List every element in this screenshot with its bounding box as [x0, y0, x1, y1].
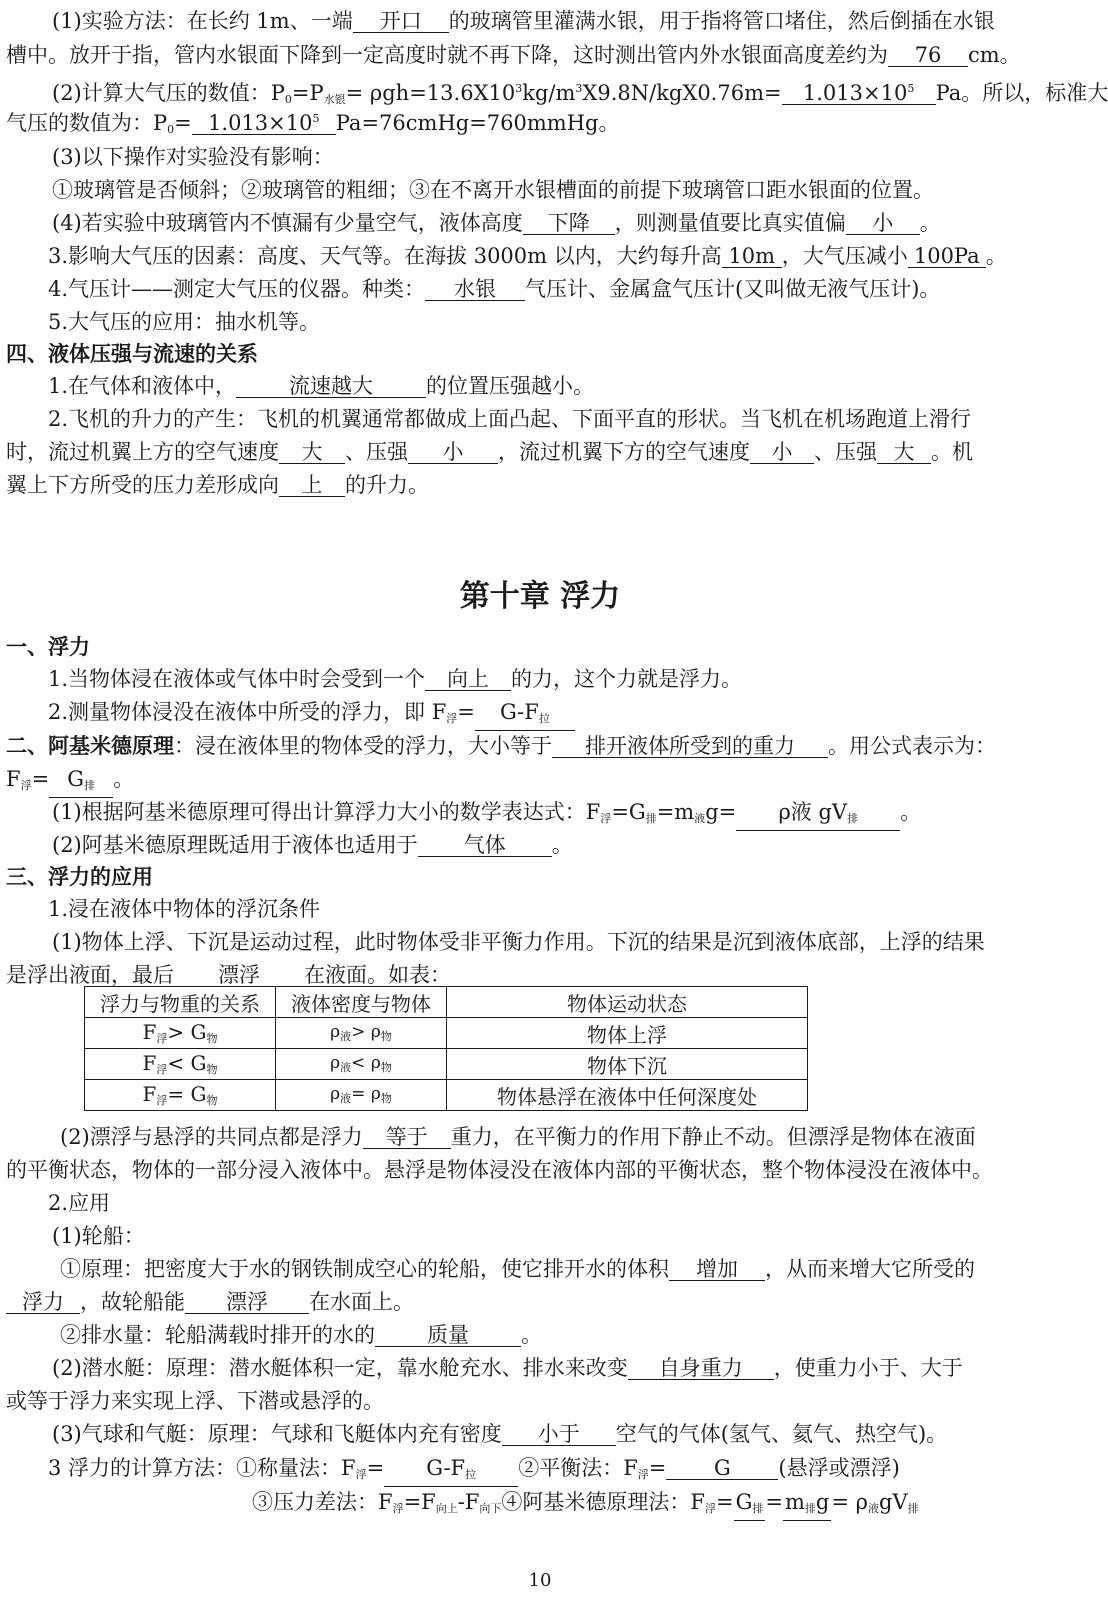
- table-cell: $F_浮> G_物$: [85, 1018, 276, 1049]
- blank-answer: 增加: [669, 1258, 765, 1281]
- table-header-row: [85, 987, 808, 1018]
- blank-answer: $m_排g$: [783, 1491, 831, 1521]
- blank-answer: 浮力: [6, 1291, 80, 1314]
- exp-line-3: (2)计算大气压的数值：$P_0=P_{水银}= \rho gh=13.6X10^3kg/m^3X9.8N/kgX0.76m= 1.013\times 10^5$ Pa。所以，标准大: [52, 72, 1068, 106]
- app-line-9: 或等于浮力来实现上浮、下潜或悬浮的。: [6, 1389, 384, 1413]
- blank-answer: 10m: [722, 245, 782, 268]
- blank-answer: 漂浮: [185, 1291, 309, 1314]
- section-heading: 四、液体压强与流速的关系: [6, 342, 258, 366]
- exp-line-7: (4)若实验中玻璃管内不慎漏有少量空气，液体高度 下降 ，则测量值要比真实值偏 小 。: [52, 211, 941, 235]
- blank-answer: 自身重力: [628, 1357, 774, 1380]
- blank-answer: 气体: [418, 834, 552, 857]
- table-cell: 物体上浮: [447, 1018, 808, 1049]
- blank-answer: 100Pa: [908, 245, 986, 268]
- exp-line-2: 槽中。放开于指，管内水银面下降到一定高度时就不再下降，这时测出管内外水银面高度差约为 76 cm。: [6, 43, 1021, 67]
- app-line-4: (1)轮船：: [52, 1224, 145, 1248]
- blank-answer: 76: [888, 44, 968, 67]
- table-cell: $F_浮< G_物$: [85, 1049, 276, 1080]
- exp-line-4: 气压的数值为：$P_0= 1.013\times 10^5$ Pa=76cmHg=760mmHg。: [6, 106, 1068, 140]
- float-sink-table: [84, 986, 808, 1111]
- app-line-3: 2.应用: [48, 1191, 111, 1215]
- app-line-1: (2)漂浮与悬浮的共同点都是浮力 等于 重力，在平衡力的作用下静止不动。但漂浮是物体在液面: [60, 1125, 976, 1149]
- blank-answer: 等于: [363, 1126, 451, 1149]
- blank-answer: $G_排$: [734, 1491, 766, 1521]
- app-line-8: (2)潜水艇：原理：潜水艇体积一定，靠水舱充水、排水来改变 自身重力 ，使重力小于、大于: [52, 1356, 963, 1380]
- app-line-12: ③压力差法：$F_浮=F_{向上}-F_{向下}④$阿基米德原理法：$F_浮=G_排=m_排g= \rho_液gV_排$: [252, 1485, 1068, 1519]
- buoy-line-9: 是浮出液面，最后 漂浮 在液面。如表：: [6, 963, 451, 987]
- page-number: 10: [528, 1570, 552, 1591]
- app-line-2: 的平衡状态，物体的一部分浸入液体中。悬浮是物体浸没在液体内部的平衡状态，整个物体浸没在液体中。: [6, 1158, 993, 1182]
- exp-line-5: (3)以下操作对实验没有影响：: [52, 145, 334, 169]
- section-heading: 二、阿基米德原理: [6, 734, 174, 758]
- blank-answer: 下降: [523, 212, 615, 235]
- table-cell: $\rho_液< \rho_物$: [276, 1049, 447, 1080]
- blank-answer: $1.013\times 10^5$: [782, 78, 936, 105]
- table-row: [85, 1049, 808, 1080]
- table-cell: 物体下沉: [447, 1049, 808, 1080]
- app-line-6: 浮力 ，故轮船能 漂浮 在水面上。: [6, 1285, 1068, 1319]
- section-heading: 三、浮力的应用: [6, 865, 153, 889]
- blank-answer: 排开液体所受到的重力: [552, 735, 828, 758]
- blank-answer: $G_排$: [49, 768, 113, 798]
- blank-answer: 大: [279, 441, 345, 464]
- buoy-line-3: 二、阿基米德原理：浸在液体里的物体受的浮力，大小等于 排开液体所受到的重力 。用公式表示为：: [6, 734, 996, 758]
- blank-answer: ρ液 $gV_排$: [736, 801, 900, 831]
- app-line-11: 3 浮力的计算方法：①称量法：$F_浮= G-F_拉$ ②平衡法：$F_浮= G$ (悬浮或漂浮): [48, 1451, 1068, 1485]
- blank-answer: 小: [846, 212, 920, 235]
- blank-answer: $1.013\times 10^5$: [192, 108, 336, 135]
- blank-answer: 向上: [425, 668, 511, 691]
- buoy-line-4: $F_浮= G_排$ 。: [6, 762, 1068, 796]
- chapter-title: 第十章 浮力: [459, 579, 621, 614]
- blank-answer: 流速越大: [236, 375, 426, 398]
- table-cell: $\rho_液= \rho_物$: [276, 1080, 447, 1111]
- blank-answer: 漂浮: [174, 964, 304, 987]
- blank-answer: $G-F_拉$: [475, 701, 575, 731]
- blank-answer: $G-F_拉$: [384, 1457, 518, 1487]
- sec4-line-3: 时，流过机翼上方的空气速度 大 、压强 小 ，流过机翼下方的空气速度 小 、压强 大 。机: [6, 440, 973, 464]
- table-header: 液体密度与物体: [276, 987, 447, 1018]
- table-cell: 物体悬浮在液体中任何深度处: [447, 1080, 808, 1111]
- buoy-line-1: 1.当物体浸在液体或气体中时会受到一个 向上 的力，这个力就是浮力。: [48, 667, 743, 691]
- exp-line-10: 5.大气压的应用：抽水机等。: [48, 310, 321, 334]
- blank-answer: 上: [279, 474, 345, 497]
- app-line-5: ①原理：把密度大于水的钢铁制成空心的轮船，使它排开水的体积 增加 ，从而来增大它所受的: [60, 1257, 975, 1281]
- blank-answer: 水银: [425, 278, 525, 301]
- section-heading: 一、浮力: [6, 635, 90, 659]
- app-line-7: ②排水量：轮船满载时排开的水的 质量 。: [60, 1323, 542, 1347]
- buoy-line-5: (1)根据阿基米德原理可得出计算浮力大小的数学表达式：$F_浮=G_排=m_液g= \rho$液 $gV_排$ 。: [52, 795, 1068, 829]
- blank-answer: 开口: [353, 10, 449, 33]
- buoy-line-2: 2.测量物体浸没在液体中所受的浮力，即 $F_浮= G-F_拉$: [48, 695, 1068, 729]
- blank-answer: 小于: [502, 1423, 616, 1446]
- exp-line-9: 4.气压计——测定大气压的仪器。种类： 水银 气压计、金属盒气压计(又叫做无液气压计)。: [48, 277, 941, 301]
- exp-line-8: 3.影响大气压的因素：高度、天气等。在海拔 3000m 以内，大约每升高 10m ，大气压减小 100Pa 。: [48, 244, 1007, 268]
- blank-answer: G: [666, 1457, 778, 1480]
- table-cell: $\rho_液> \rho_物$: [276, 1018, 447, 1049]
- app-line-10: (3)气球和气艇：原理：气球和飞艇体内充有密度 小于 空气的气体(氢气、氦气、热空气)。: [52, 1422, 948, 1446]
- blank-answer: 小: [408, 441, 498, 464]
- blank-answer: 大: [877, 441, 931, 464]
- table-header: 物体运动状态: [447, 987, 808, 1018]
- table-cell: $F_浮= G_物$: [85, 1080, 276, 1111]
- buoy-line-6: (2)阿基米德原理既适用于液体也适用于 气体 。: [52, 833, 573, 857]
- buoy-line-7: 1.浸在液体中物体的浮沉条件: [48, 897, 321, 921]
- table-header: 浮力与物重的关系: [85, 987, 276, 1018]
- sec4-line-1: 1.在气体和液体中， 流速越大 的位置压强越小。: [48, 374, 595, 398]
- table-row: [85, 1080, 808, 1111]
- sec4-line-4: 翼上下方所受的压力差形成向 上 的升力。: [6, 473, 429, 497]
- blank-answer: 质量: [375, 1324, 521, 1347]
- exp-line-6: ①玻璃管是否倾斜；②玻璃管的粗细；③在不离开水银槽面的前提下玻璃管口距水银面的位置。: [52, 178, 934, 202]
- blank-answer: 小: [750, 441, 814, 464]
- table-row: [85, 1018, 808, 1049]
- exp-line-1: (1)实验方法：在长约 1m、一端 开口 的玻璃管里灌满水银，用于指将管口堵住，然后倒插在水银: [52, 9, 995, 33]
- sec4-line-2: 2.飞机的升力的产生：飞机的机翼通常都做成上面凸起、下面平直的形状。当飞机在机场跑道上滑行: [48, 407, 972, 431]
- buoy-line-8: (1)物体上浮、下沉是运动过程，此时物体受非平衡力作用。下沉的结果是沉到液体底部，上浮的结果: [52, 930, 985, 954]
